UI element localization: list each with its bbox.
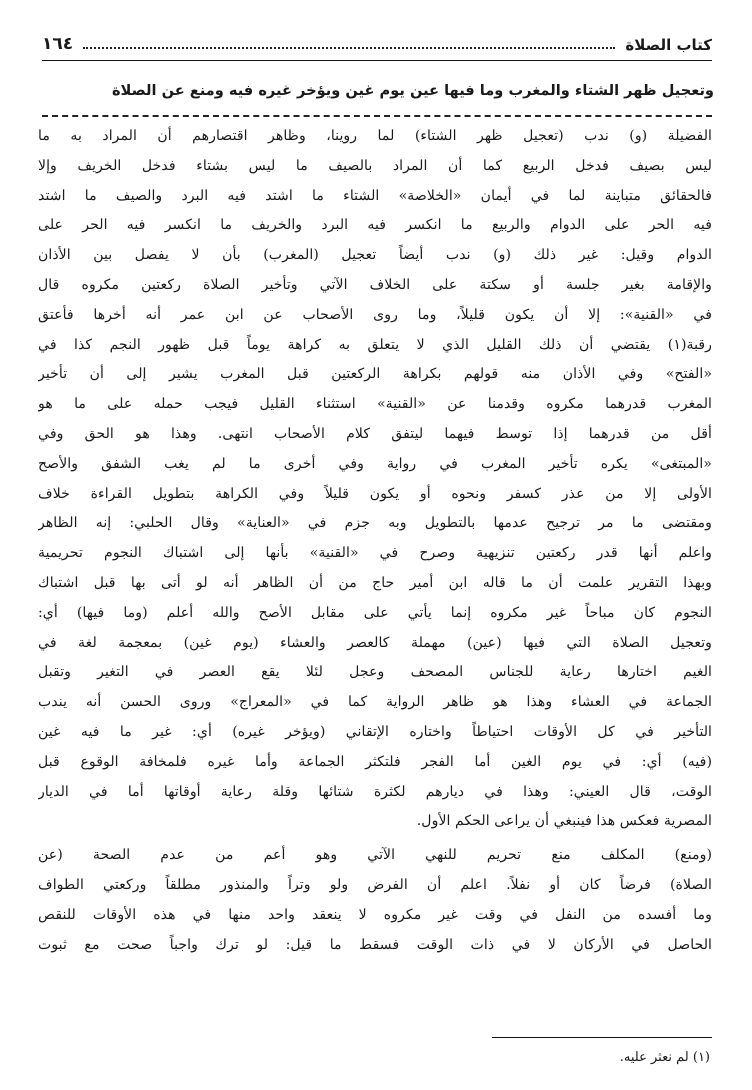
header-rule (42, 60, 712, 61)
body-line: الجماعة في العشاء وهذا هو ظاهر الرواية كما في «المعراج» وروى الحسن أنه يندب (38, 694, 712, 711)
page-number: ١٦٤ (42, 34, 74, 54)
body-line: الدوام وقيل: غير ذلك (و) ندب أيضاً تعجيل (المغرب) بأن لا يفصل بين الأذان (38, 247, 712, 264)
body-line: «الفتح» وفي الأذان منه قولهم بكراهة الركعتين قبل المغرب يشير إلى أن تأخير (38, 366, 712, 383)
footnote: (١) لم نعثر عليه. (619, 1050, 710, 1065)
body-line: الصلاة) فرضاً كان أو نفلاً. اعلم أن الفرض ولو وتراً والمنذور مطلقاً وركعتي الطواف (38, 876, 712, 893)
footnote-rule (492, 1037, 712, 1038)
body-line: الأولى إلا من عذر كسفر ونحوه أو يكون قليلاً وفي الكراهة بتطويل القراءة خلاف (38, 485, 712, 502)
body-line: أقل من قدرهما إذا توسط فيهما ليتفق كلام الأصحاب انتهى. وهذا هو الحق وفي (38, 425, 712, 442)
body-line: وبهذا التقرير علمت أن ما قاله ابن أمير حاج من أن الظاهر أنه لو أتى بها قبل اشتباك (38, 574, 712, 591)
body-line: ومقتضى ما مر ترجيح عدمها بالتطويل وبه جزم في «العناية» وقال الحلبي: إنه الظاهر (38, 515, 712, 532)
body-line: ليس بصيف فدخل الربيع كما أن المراد بالصيف ما ليس بشتاء فدخل الخريف وإلا (38, 157, 712, 174)
body-line: في «القنية»: إلا أن يكون قليلاً، وما روى الأصحاب عن ابن عمر أنه أخرها فأعتق (38, 306, 712, 323)
body-line: والإقامة بغير جلسة أو سكتة على الخلاف الآتي وتأخير الصلاة ركعتين مكروه قال (38, 276, 712, 293)
body-line: النجوم كان مباحاً غير مكروه إنما يأتي على مقابل الأصح والله أعلم (وما فيها) أي: (38, 604, 712, 621)
body-line: الوقت، قال العيني: وهذا في ديارهم لكثرة شتائها وقلة رعاية أوقاتها أما في الديار (38, 783, 712, 800)
body-line: (ومنع) المكلف منع تحريم للنهي الآتي وهو أعم من عدم الصحة (عن (38, 847, 712, 864)
body-line: واعلم أنها قدر ركعتين تنزيهية وصرح في «القنية» بأنها إلى اشتباك النجوم تحريمية (38, 545, 712, 562)
body-line: رقبة(١) يقتضي أن ذلك القليل الذي لا يتعلق به كراهة يوماً قبل ظهور النجم كذا في (38, 336, 712, 353)
body-line: المغرب قدرهما مكروه وقدمنا عن «القنية» استثناء القليل فيجب حمله على ما هو (38, 396, 712, 413)
section-heading: وتعجيل ظهر الشتاء والمغرب وما فيها عين يوم غين ويؤخر غيره فيه ومنع عن الصلاة (111, 82, 714, 99)
body-text (38, 122, 712, 960)
book-title: كتاب الصلاة (625, 36, 712, 54)
body-line: التأخير في كل الأوقات احتياطاً واختاره الإتقاني (ويؤخر غيره) أي: غير ما فيه غين (38, 723, 712, 740)
body-line: «المبتغى» يكره تأخير المغرب في رواية وفي أخرى ما لم يغب الشفق والأصح (38, 455, 712, 472)
body-line: وتعجيل الصلاة التي فيها (عين) مهملة كالعصر والعشاء (يوم غين) بمعجمة لغة في (38, 634, 712, 651)
body-line: الغيم اختارها رعاية للجناس المصحف وعجل لئلا يقع العصر في التغير وتقبل (38, 664, 712, 681)
heading-dashed-rule (42, 115, 712, 117)
body-line: الحاصل في الأركان لا في ذات الوقت فسقط ما قيل: لو ترك واجباً صحت مع ثبوت (38, 936, 712, 953)
body-line: الفضيلة (و) ندب (تعجيل ظهر الشتاء) لما روينا، وظاهر اقتصارهم أن المراد به ما (38, 128, 712, 144)
running-head (42, 30, 712, 54)
dotted-leader (83, 47, 615, 49)
body-line: وما أفسده من النفل في وقت غير مكروه لا ينعقد واحد منها في هذه الأوقات للنقص (38, 906, 712, 923)
body-line: المصرية فعكس هذا فينبغي أن يراعى الحكم الأول. (416, 813, 712, 830)
body-line: (فيه) أي: في يوم الغين أما الفجر فلتكثر الجماعة وأما غيره فلمخافة الوقوع قبل (38, 753, 712, 770)
body-line: فيه الحر على الدوام والربيع ما انكسر فيه البرد والخريف ما انكسر فيه الحر على (38, 217, 712, 234)
body-line: فالحقائق متباينة لما في أيمان «الخلاصة» الشتاء ما اشتد فيه البرد والصيف ما اشتد (38, 187, 712, 204)
